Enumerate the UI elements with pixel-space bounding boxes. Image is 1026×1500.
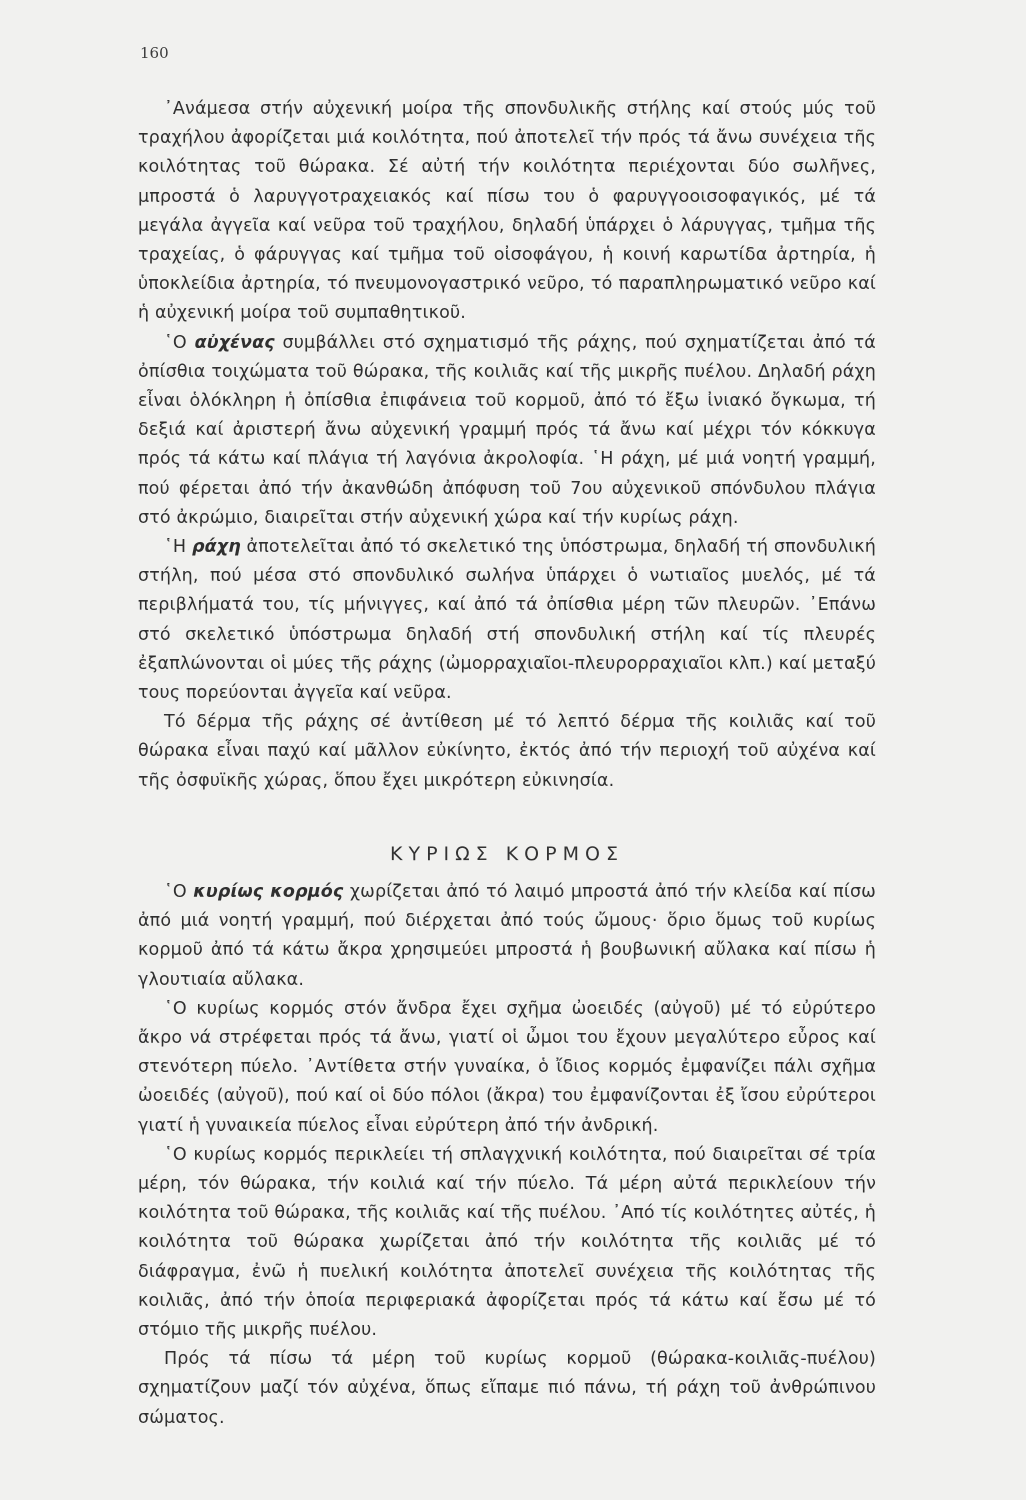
paragraph: ᾿Ανάμεσα στήν αὐχενική μοίρα τῆς σπονδυλικῆς στήλης καί στούς μύς τοῦ τραχήλου ἀφορίζεται μιά κοιλότητα, πού ἀποτελεῖ τήν πρός τά ἄνω συνέχεια τῆς κοιλότητας τοῦ θώρακα. Σέ αὐτή τήν κοιλότητα περιέχονται δύο σωλῆνες, μπροστά ὁ λαρυγγοτραχειακός καί πίσω του ὁ φαρυγγοοισοφαγικός, μέ τά μεγάλα ἀγγεῖα καί νεῦρα τοῦ τραχήλου, δηλαδή ὑπάρχει ὁ λάρυγγας, τμῆμα τῆς τραχείας, ὁ φάρυγγας καί τμῆμα τοῦ οἰσοφάγου, ἡ κοινή καρωτίδα ἀρτηρία, ἡ ὑποκλείδια ἀρτηρία, τό πνευμονογαστρικό νεῦρο, τό παραπληρωματικό νεῦρο καί ἡ αὐχενική μοίρα τοῦ συμπαθητικοῦ. xyxy=(138,99,876,324)
section-heading: ΚΥΡΙΩΣ ΚΟΡΜΟΣ xyxy=(390,843,624,865)
key-term: ράχη xyxy=(191,537,241,558)
paragraph: ῾Ο αὐχένας συμβάλλει στό σχηματισμό τῆς ράχης, πού σχηματίζεται ἀπό τά ὀπίσθια τοιχώματα τοῦ θώρακα, τῆς κοιλιᾶς καί τῆς μικρῆς πυέλου. Δηλαδή ράχη εἶναι ὁλόκληρη ἡ ὀπίσθια ἐπιφάνεια τοῦ κορμοῦ, ἀπό τό ἔξω ἰνιακό ὄγκωμα, τή δεξιά καί ἀριστερή ἄνω αὐχενική γραμμή πρός τά ἄνω καί μέχρι τόν κόκκυγα πρός τά κάτω καί πλάγια τή λαγόνια ἀκρολοφία. ῾Η ράχη, μέ μιά νοητή γραμμή, πού φέρεται ἀπό τήν ἀκανθώδη ἀπόφυση τοῦ 7ου αὐχενικοῦ σπόνδυλου πλάγια στό ἀκρώμιο, διαιρεῖται στήν αὐχενική χώρα καί τήν κυρίως ράχη. xyxy=(138,332,876,528)
page-number: 160 xyxy=(140,44,169,62)
paragraph: ῾Ο κυρίως κορμός στόν ἄνδρα ἔχει σχῆμα ὠοειδές (αὐγοῦ) μέ τό εὐρύτερο ἄκρο νά στρέφεται πρός τά ἄνω, γιατί οἱ ὦμοι του ἔχουν μεγαλύτερο εὖρος καί στενότερη πύελο. ᾿Αντίθετα στήν γυναίκα, ὁ ἴδιος κορμός ἐμφανίζει πάλι σχῆμα ὠοειδές (αὐγοῦ), πού καί οἱ δύο πόλοι (ἄκρα) του ἐμφανίζονται ἐξ ἴσου εὐρύτεροι γιατί ἡ γυναικεία πύελος εἶναι εὐρύτερη ἀπό τήν ἀνδρική. xyxy=(138,998,876,1136)
section-text-trunk xyxy=(138,878,876,1433)
paragraph: ῾Ο κυρίως κορμός περικλείει τή σπλαγχνική κοιλότητα, πού διαιρεῖται σέ τρία μέρη, τόν θώρακα, τήν κοιλιά καί τήν πύελο. Τά μέρη αὐτά περικλείουν τήν κοιλότητα τοῦ θώρακα, τῆς κοιλιᾶς καί τῆς πυέλου. ᾿Από τίς κοιλότητες αὐτές, ἡ κοιλότητα τοῦ θώρακα χωρίζεται ἀπό τήν κοιλότητα τῆς κοιλιᾶς μέ τό διάφραγμα, ἐνῶ ἡ πυελική κοιλότητα ἀποτελεῖ συνέχεια τῆς κοιλότητας τῆς κοιλιᾶς, ἀπό τήν ὁποία περιφεριακά ἀφορίζεται πρός τά κάτω καί ἔσω μέ τό στόμιο τῆς μικρῆς πυέλου. xyxy=(138,1144,876,1341)
key-term: κυρίως κορμός xyxy=(193,882,344,902)
key-term: αὐχένας xyxy=(194,332,275,353)
paragraph: ῾Ο κυρίως κορμός χωρίζεται ἀπό τό λαιμό μπροστά ἀπό τήν κλείδα καί πίσω ἀπό μιά νοητή γραμμή, πού διέρχεται ἀπό τούς ὤμους· ὅριο ὅμως τοῦ κυρίως κορμοῦ ἀπό τά κάτω ἄκρα χρησιμεύει μπροστά ἡ βουβωνική αὔλακα καί πίσω ἡ γλουτιαία αὔλακα. xyxy=(138,882,876,990)
paragraph: Πρός τά πίσω τά μέρη τοῦ κυρίως κορμοῦ (θώρακα-κοιλιᾶς-πυέλου) σχηματίζουν μαζί τόν αὐχένα, ὅπως εἴπαμε πιό πάνω, τή ράχη τοῦ ἀνθρώπινου σώματος. xyxy=(138,1349,876,1428)
paragraph: ῾Η ράχη ἀποτελεῖται ἀπό τό σκελετικό της ὑπόστρωμα, δηλαδή τή σπονδυλική στήλη, πού μέσα στό σπονδυλικό σωλήνα ὑπάρχει ὁ νωτιαῖος μυελός, μέ τά περιβλήματά του, τίς μήνιγγες, καί ἀπό τά ὀπίσθια μέρη τῶν πλευρῶν. ᾿Επάνω στό σκελετικό ὑπόστρωμα δηλαδή στή σπονδυλική στήλη καί τίς πλευρές ἐξαπλώνονται οἱ μύες τῆς ράχης (ὠμορραχιαῖοι-πλευρορραχιαῖοι κλπ.) καί μεταξύ τους πορεύονται ἀγγεῖα καί νεῦρα. xyxy=(138,537,876,704)
paragraph: Τό δέρμα τῆς ράχης σέ ἀντίθεση μέ τό λεπτό δέρμα τῆς κοιλιᾶς καί τοῦ θώρακα εἶναι παχύ καί μᾶλλον εὐκίνητο, ἐκτός ἀπό τήν περιοχή τοῦ αὐχένα καί τῆς ὀσφυϊκῆς χώρας, ὅπου ἔχει μικρότερη εὐκινησία. xyxy=(138,712,876,791)
section-text-neck-and-back xyxy=(138,95,876,796)
